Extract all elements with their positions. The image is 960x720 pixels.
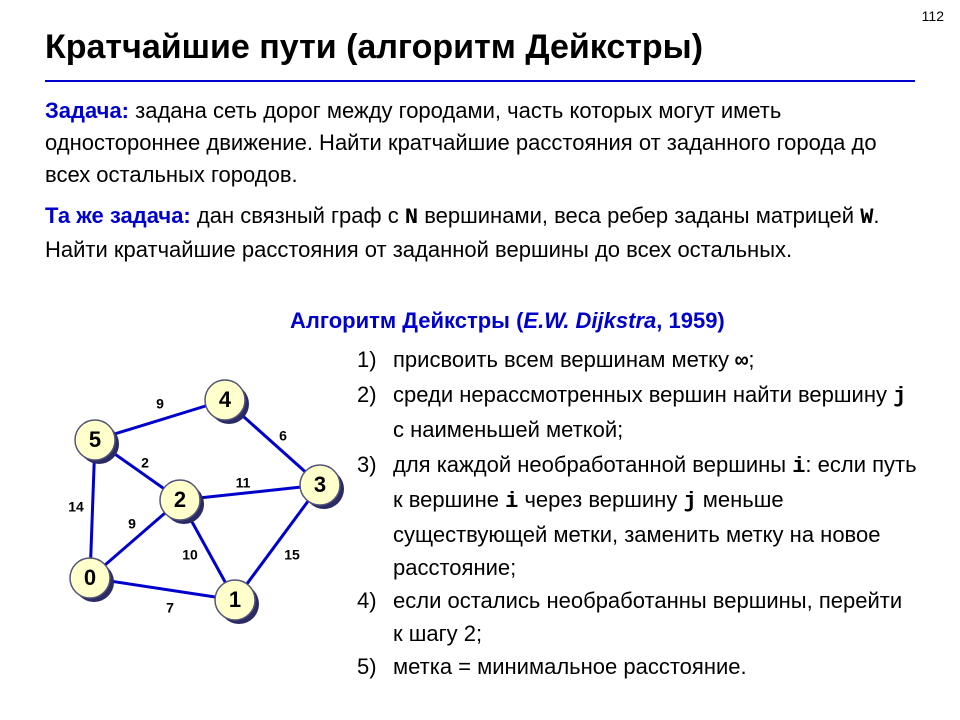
edge-weight-4-3: 6 (279, 427, 287, 444)
step-text-colon: : (805, 452, 812, 477)
step-text-end: с наименьшей меткой; (393, 417, 624, 442)
edge-weight-5-2: 2 (141, 454, 149, 471)
edge-weight-2-3: 11 (235, 474, 251, 491)
step-number: 2) (357, 382, 377, 407)
graph-nodes (70, 380, 344, 624)
algorithm-name: Алгоритм Дейкстры ( (290, 308, 524, 333)
graph-node-5 (75, 420, 119, 464)
var-j: j (893, 384, 907, 409)
node-label-4: 4 (218, 386, 232, 412)
title-underline (45, 80, 915, 82)
algorithm-year: , 1959) (656, 308, 725, 333)
same-task-paragraph (45, 200, 915, 266)
step-3 (357, 448, 917, 584)
step-text-end: ; (748, 347, 755, 372)
graph-node-4 (205, 380, 249, 424)
var-i: i (505, 489, 519, 514)
step-2 (357, 378, 917, 446)
step-1 (357, 343, 917, 378)
step-text-c: если путь к вершине (393, 452, 917, 512)
var-j: j (683, 489, 697, 514)
node-label-5: 5 (88, 426, 102, 452)
step-number: 5) (357, 654, 377, 679)
graph-node-1 (215, 580, 259, 624)
same-task-text-b: вершинами, веса ребер заданы матрицей (424, 203, 855, 228)
infinity-symbol: ∞ (735, 349, 749, 374)
step-text: среди нерассмотренных вершин найти вершину (393, 382, 887, 407)
algorithm-title (290, 308, 725, 334)
step-number: 4) (357, 588, 377, 613)
step-5 (357, 650, 917, 683)
step-text: присвоить всем вершинам метку (393, 347, 730, 372)
graph-node-2 (160, 480, 204, 524)
var-w: W (860, 205, 874, 230)
node-label-1: 1 (228, 586, 242, 612)
step-text: для каждой необработанной вершины (393, 452, 787, 477)
step-number: 1) (357, 347, 377, 372)
task-label: Задача: (45, 98, 130, 123)
slide-title: Кратчайшие пути (алгоритм Дейкстры) (45, 28, 704, 66)
page-number: 112 (921, 8, 944, 24)
var-i: i (792, 454, 806, 479)
edge-weight-5-4: 9 (156, 395, 164, 412)
edge-weight-5-0: 14 (68, 498, 84, 515)
node-label-3: 3 (313, 471, 327, 497)
edge-3-1 (235, 485, 320, 600)
task-paragraph (45, 95, 915, 191)
step-number: 3) (357, 452, 377, 477)
step-4 (357, 584, 917, 650)
step-text-d: через вершину (524, 487, 678, 512)
edge-weight-0-1: 7 (166, 599, 174, 616)
same-task-label: Та же задача: (45, 203, 191, 228)
algorithm-author: E.W. Dijkstra (523, 308, 657, 333)
edge-weight-0-2: 9 (128, 515, 136, 532)
node-label-0: 0 (83, 564, 97, 590)
edge-weight-2-1: 10 (182, 546, 198, 563)
task-text: задана сеть дорог между городами, часть которых могут иметь одностороннее движение. Найти кратчайшие расстояния от заданного города до всех остальных городов. (45, 98, 877, 187)
same-task-text-c: . Найти кратчайшие расстояния от заданной вершины до всех остальных. (45, 203, 880, 262)
var-n: N (404, 205, 419, 230)
graph-diagram (40, 360, 360, 660)
node-label-2: 2 (173, 486, 187, 512)
edge-weight-3-1: 15 (284, 546, 300, 563)
algorithm-steps (357, 343, 917, 683)
step-text: метка = минимальное расстояние. (393, 654, 747, 679)
same-task-text-a: дан связный граф с (196, 203, 399, 228)
step-text: если остались необработанны вершины, перейти к шагу 2; (393, 588, 903, 646)
step-text-e: меньше существующей метки, заменить метку на новое расстояние; (393, 487, 881, 580)
